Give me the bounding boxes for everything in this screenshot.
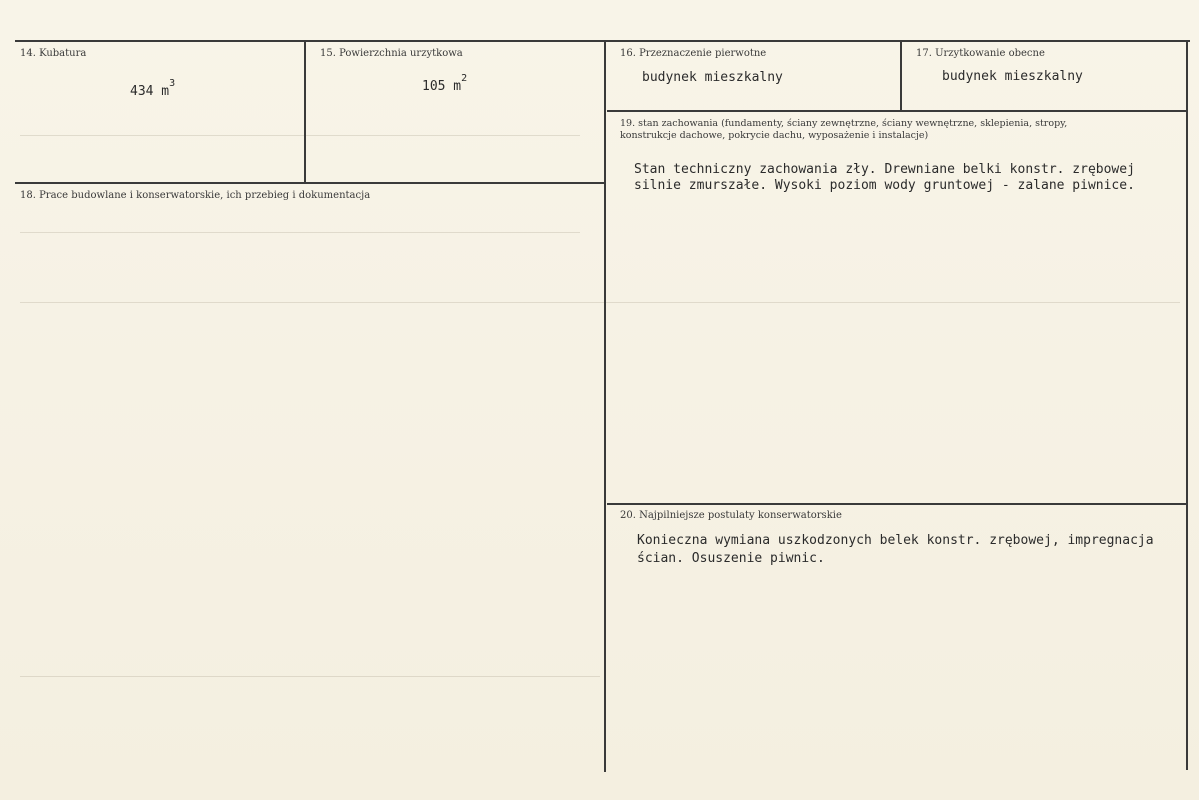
powierzchnia-exponent: 2 xyxy=(461,73,468,84)
uzytkowanie-label: 17. Urzytkowanie obecne xyxy=(916,48,1045,59)
postulaty-label: 20. Najpilniejsze postulaty konserwatorskie xyxy=(620,510,842,521)
col-divider-center xyxy=(604,40,606,772)
powierzchnia-number: 105 m xyxy=(422,79,462,94)
faint-line xyxy=(20,135,580,136)
postulaty-text-line1: Konieczna wymiana uszkodzonych belek konstr. zrębowej, impregnacja xyxy=(637,533,1154,548)
col-divider-14-15 xyxy=(304,40,306,182)
postulaty-text-line2: ścian. Osuszenie piwnic. xyxy=(637,551,825,566)
faint-line xyxy=(20,232,580,233)
faint-line xyxy=(20,302,1180,303)
stan-text-line1: Stan techniczny zachowania zły. Drewniane belki konstr. zrębowej xyxy=(634,162,1135,177)
stan-label-line2: konstrukcje dachowe, pokrycie dachu, wyposażenie i instalacje) xyxy=(620,130,929,141)
powierzchnia-value xyxy=(422,73,467,94)
kubatura-label: 14. Kubatura xyxy=(20,48,87,59)
row-divider-left xyxy=(15,182,605,184)
row-divider-right-lower xyxy=(607,503,1187,505)
stan-label-line1: 19. stan zachowania (fundamenty, ściany zewnętrzne, ściany wewnętrzne, sklepienia, stropy, xyxy=(620,118,1068,129)
kubatura-number: 434 m xyxy=(130,84,170,99)
right-border-line xyxy=(1186,40,1188,770)
kubatura-value xyxy=(130,78,175,99)
przeznaczenie-value: budynek mieszkalny xyxy=(642,70,783,85)
top-border-line xyxy=(15,40,1190,42)
faint-line xyxy=(20,676,600,677)
uzytkowanie-value: budynek mieszkalny xyxy=(942,69,1083,84)
stan-text-line2: silnie zmurszałe. Wysoki poziom wody gruntowej - zalane piwnice. xyxy=(634,178,1135,193)
prace-label: 18. Prace budowlane i konserwatorskie, ich przebieg i dokumentacja xyxy=(20,190,371,201)
row-divider-right xyxy=(607,110,1187,112)
kubatura-exponent: 3 xyxy=(169,78,176,89)
col-divider-16-17 xyxy=(900,40,902,110)
przeznaczenie-label: 16. Przeznaczenie pierwotne xyxy=(620,48,767,59)
powierzchnia-label: 15. Powierzchnia urzytkowa xyxy=(320,48,463,59)
